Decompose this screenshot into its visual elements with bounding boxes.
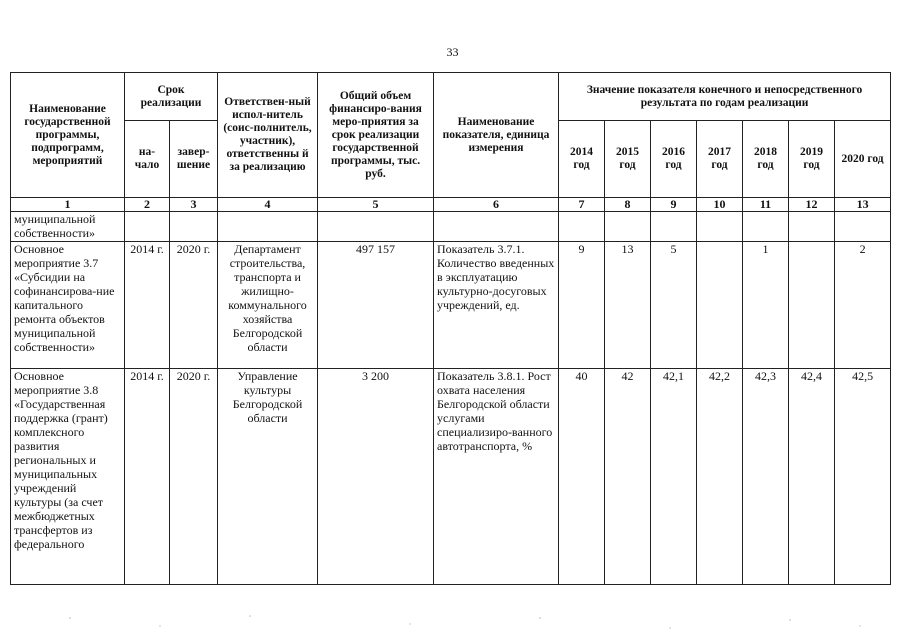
header-year: 2014 год <box>559 121 605 198</box>
responsible: Департамент строительства, транспорта и жилищно-коммунального хозяйства Белгородской области <box>218 242 318 369</box>
scan-noise <box>0 606 905 636</box>
header-end: завер-шение <box>170 121 218 198</box>
indicator <box>434 212 559 242</box>
header-period: Срок реализации <box>125 73 218 121</box>
column-number: 2 <box>125 198 170 212</box>
year-value: 5 <box>651 242 697 369</box>
column-number: 12 <box>789 198 835 212</box>
column-number: 11 <box>743 198 789 212</box>
table-row <box>11 369 891 585</box>
column-number: 7 <box>559 198 605 212</box>
year-value: 42,3 <box>743 369 789 585</box>
column-number: 9 <box>651 198 697 212</box>
year-value: 42,2 <box>697 369 743 585</box>
start-year: 2014 г. <box>125 369 170 585</box>
indicator: Показатель 3.7.1. Количество введенных в эксплуатацию культурно-досуговых учреждений, ед. <box>434 242 559 369</box>
year-value <box>789 242 835 369</box>
header-year: 2019 год <box>789 121 835 198</box>
start-year <box>125 212 170 242</box>
responsible <box>218 212 318 242</box>
year-value: 13 <box>605 242 651 369</box>
year-value <box>743 212 789 242</box>
page-number: 33 <box>446 45 459 59</box>
column-number: 8 <box>605 198 651 212</box>
header-values: Значение показателя конечного и непосредственного результата по годам реализации <box>559 73 891 121</box>
column-number: 3 <box>170 198 218 212</box>
column-number: 6 <box>434 198 559 212</box>
header-year: 2017 год <box>697 121 743 198</box>
start-year: 2014 г. <box>125 242 170 369</box>
year-value: 2 <box>835 242 891 369</box>
column-number: 4 <box>218 198 318 212</box>
responsible: Управление культуры Белгородской области <box>218 369 318 585</box>
header-responsible: Ответствен-ный испол-нитель (соис-полнитель, участник), ответственны й за реализацию <box>218 73 318 198</box>
indicator: Показатель 3.8.1. Рост охвата населения Белгородской области услугами специализиро-ванного автотранспорта, % <box>434 369 559 585</box>
year-value <box>697 212 743 242</box>
header-year: 2016 год <box>651 121 697 198</box>
year-value: 40 <box>559 369 605 585</box>
header-year: 2020 год <box>835 121 891 198</box>
header-name: Наименование государственной программы, подпрограмм, мероприятий <box>11 73 125 198</box>
year-value <box>835 212 891 242</box>
year-value <box>605 212 651 242</box>
column-number-row <box>11 198 891 212</box>
column-number: 13 <box>835 198 891 212</box>
funding-volume: 497 157 <box>318 242 434 369</box>
column-number: 1 <box>11 198 125 212</box>
year-value <box>559 212 605 242</box>
header-volume: Общий объем финансиро-вания меро-приятия за срок реализации государственной программы, тыс. руб. <box>318 73 434 198</box>
year-value: 42 <box>605 369 651 585</box>
end-year: 2020 г. <box>170 242 218 369</box>
column-number: 10 <box>697 198 743 212</box>
year-value: 42,4 <box>789 369 835 585</box>
header-start: на-чало <box>125 121 170 198</box>
header-year: 2018 год <box>743 121 789 198</box>
end-year: 2020 г. <box>170 369 218 585</box>
header-year: 2015 год <box>605 121 651 198</box>
measure-name: муниципальной собственности» <box>11 212 125 242</box>
year-value: 9 <box>559 242 605 369</box>
measure-name: Основное мероприятие 3.7 «Субсидии на софинансирова-ние капитального ремонта объектов муниципальной собственности» <box>11 242 125 369</box>
year-value <box>789 212 835 242</box>
funding-volume: 3 200 <box>318 369 434 585</box>
column-number: 5 <box>318 198 434 212</box>
header-indicator: Наименование показателя, единица измерения <box>434 73 559 198</box>
year-value <box>651 212 697 242</box>
table-row <box>11 212 891 242</box>
year-value: 42,5 <box>835 369 891 585</box>
end-year <box>170 212 218 242</box>
year-value <box>697 242 743 369</box>
year-value: 42,1 <box>651 369 697 585</box>
funding-volume <box>318 212 434 242</box>
table-row <box>11 242 891 369</box>
program-table <box>10 72 891 585</box>
measure-name: Основное мероприятие 3.8 «Государственная поддержка (грант) комплексного развития региональных и муниципальных учреждений культуры (за счет межбюджетных трансфертов из федерального <box>11 369 125 585</box>
year-value: 1 <box>743 242 789 369</box>
